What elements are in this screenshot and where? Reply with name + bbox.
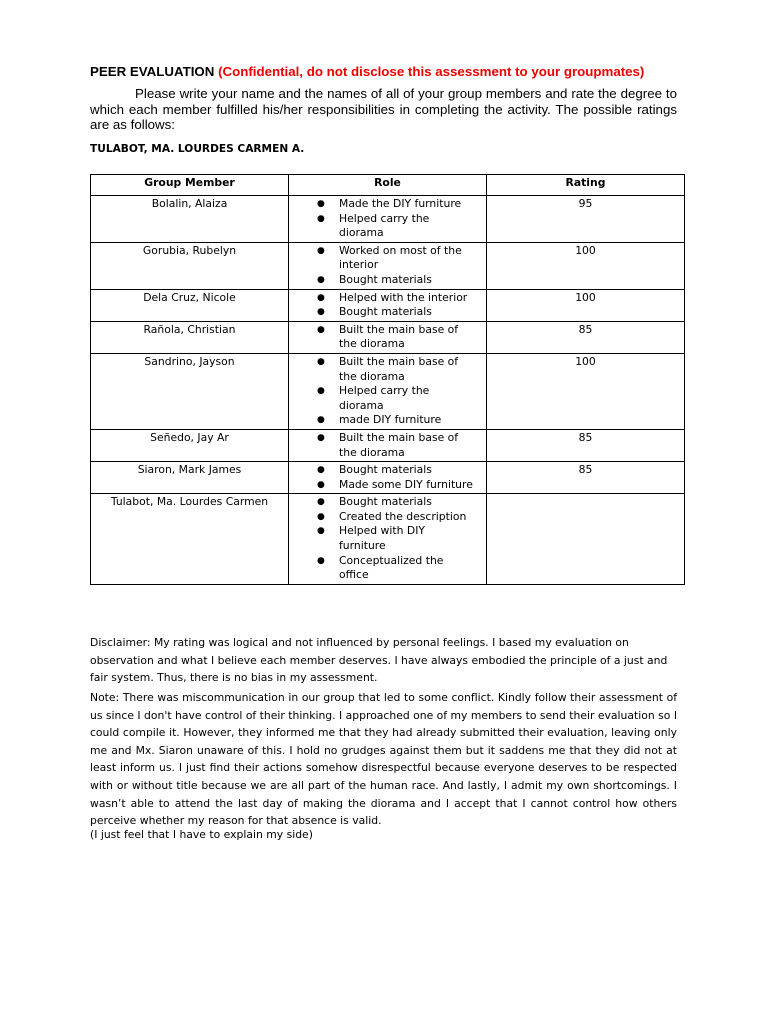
- member-roles: [289, 494, 487, 585]
- evaluator-name: TULABOT, MA. LOURDES CARMEN A.: [90, 143, 305, 155]
- member-roles: [289, 242, 487, 289]
- role-text: Helped with DIY furniture: [339, 524, 425, 553]
- role-item: [293, 431, 482, 460]
- role-item: [293, 413, 482, 428]
- peer-rating-table: [90, 174, 685, 585]
- heading-title: PEER EVALUATION: [90, 64, 215, 79]
- member-name: Tulabot, Ma. Lourdes Carmen: [91, 494, 289, 585]
- role-text: Bought materials: [339, 305, 432, 319]
- member-name: Gorubia, Rubelyn: [91, 242, 289, 289]
- role-list: [293, 323, 482, 352]
- role-item: [293, 244, 482, 273]
- member-name: Señedo, Jay Ar: [91, 429, 289, 461]
- table-row: [91, 462, 685, 494]
- role-text: Helped carry the diorama: [339, 384, 430, 412]
- role-item: [293, 524, 482, 553]
- member-roles: [289, 462, 487, 494]
- role-text: Built the main base of the diorama: [339, 322, 459, 351]
- role-item: [293, 305, 482, 320]
- bullet-icon: ●: [317, 199, 325, 209]
- table-row: [91, 429, 685, 461]
- bullet-icon: ●: [317, 356, 325, 367]
- confidential-notice: (Confidential, do not disclose this assessment to your groupmates): [218, 64, 645, 79]
- role-item: [293, 495, 482, 510]
- role-list: [293, 197, 482, 241]
- role-text: Worked on most of the interior: [339, 243, 462, 272]
- role-item: [293, 273, 482, 288]
- role-list: [293, 495, 482, 583]
- role-list: [293, 244, 482, 288]
- bullet-icon: ●: [317, 555, 325, 566]
- member-name: Siaron, Mark James: [91, 462, 289, 494]
- member-name: Sandrino, Jayson: [91, 353, 289, 429]
- bullet-icon: ●: [317, 465, 325, 476]
- table-row: [91, 494, 685, 585]
- member-rating: 85: [487, 321, 685, 353]
- table-row: [91, 242, 685, 289]
- role-text: made DIY furniture: [339, 413, 442, 427]
- member-roles: [289, 353, 487, 429]
- role-item: [293, 510, 482, 525]
- member-rating: 95: [487, 196, 685, 243]
- closing-remark: (I just feel that I have to explain my side): [90, 828, 313, 841]
- column-header-rating: Rating: [487, 175, 685, 196]
- document-heading: [90, 64, 690, 79]
- role-text: Bought materials: [339, 463, 432, 477]
- role-item: [293, 212, 482, 241]
- role-text: Built the main base of the diorama: [339, 430, 459, 459]
- bullet-icon: ●: [317, 213, 325, 224]
- table-row: [91, 321, 685, 353]
- role-text: Made the DIY furniture: [339, 197, 462, 210]
- instructions-paragraph: Please write your name and the names of all of your group members and rate the degree to which each member fulfilled his/her responsibilities in completing the activity. The possible ratings are as follows:: [90, 86, 677, 132]
- bullet-icon: ●: [317, 292, 325, 303]
- member-name: Rañola, Christian: [91, 321, 289, 353]
- role-item: [293, 355, 482, 384]
- member-rating: 100: [487, 289, 685, 321]
- disclaimer-paragraph: Disclaimer: My rating was logical and not influenced by personal feelings. I based my evaluation on observation and what I believe each member deserves. I have always embodied the principle of a just and fair system. Thus, there is no bias in my assessment.: [90, 636, 668, 685]
- role-item: [293, 463, 482, 478]
- table-header-row: [91, 175, 685, 196]
- bullet-icon: ●: [317, 497, 325, 508]
- role-list: [293, 431, 482, 460]
- bullet-icon: ●: [317, 245, 325, 256]
- table-body: [91, 196, 685, 585]
- member-roles: [289, 196, 487, 243]
- role-text: Built the main base of the diorama: [339, 354, 459, 383]
- bullet-icon: ●: [317, 307, 325, 318]
- member-roles: [289, 321, 487, 353]
- member-name: Dela Cruz, Nicole: [91, 289, 289, 321]
- role-item: [293, 478, 482, 493]
- member-roles: [289, 289, 487, 321]
- role-text: Conceptualized the office: [339, 553, 444, 582]
- role-text: Made some DIY furniture: [339, 477, 473, 491]
- bullet-icon: ●: [317, 511, 325, 522]
- role-text: Created the description: [339, 509, 467, 523]
- role-item: [293, 554, 482, 583]
- note-paragraph: Note: There was miscommunication in our group that led to some conflict. Kindly follow their assessment of us since I don't have control of their thinking. I approached one of my members to send their evaluation so I could compile it. However, they informed me that they had already submitted their evaluation, leaving only me and Mx. Siaron unaware of this. I hold no grudges against them but it saddens me that they did not at least inform us. I just find their actions somehow disrespectful because everyone deserves to be respected with or without title because we are all part of the human race. And lastly, I admit my own shortcomings. I wasn’t able to attend the last day of making the diorama and I accept that I cannot control how others perceive whether my reason for that absence is valid.: [90, 691, 677, 828]
- member-rating: [487, 494, 685, 585]
- role-text: Bought materials: [339, 272, 432, 286]
- role-list: [293, 463, 482, 492]
- bullet-icon: ●: [317, 386, 325, 397]
- table-row: [91, 289, 685, 321]
- role-list: [293, 291, 482, 320]
- role-item: [293, 323, 482, 352]
- column-header-role: Role: [289, 175, 487, 196]
- role-text: Bought materials: [339, 495, 432, 509]
- role-item: [293, 384, 482, 413]
- member-rating: 85: [487, 429, 685, 461]
- member-roles: [289, 429, 487, 461]
- role-text: Helped carry the diorama: [339, 211, 430, 240]
- bullet-icon: ●: [317, 324, 325, 335]
- role-item: [293, 291, 482, 306]
- bullet-icon: ●: [317, 415, 325, 426]
- bullet-icon: ●: [317, 526, 325, 537]
- member-name: Bolalin, Alaiza: [91, 196, 289, 243]
- role-text: Helped with the interior: [339, 290, 468, 304]
- bullet-icon: ●: [317, 274, 325, 285]
- member-rating: 85: [487, 462, 685, 494]
- role-list: [293, 355, 482, 428]
- bullet-icon: ●: [317, 432, 325, 443]
- table-row: [91, 353, 685, 429]
- member-rating: 100: [487, 353, 685, 429]
- member-rating: 100: [487, 242, 685, 289]
- role-item: [293, 197, 482, 212]
- column-header-member: Group Member: [91, 175, 289, 196]
- table-row: [91, 196, 685, 243]
- bullet-icon: ●: [317, 479, 325, 490]
